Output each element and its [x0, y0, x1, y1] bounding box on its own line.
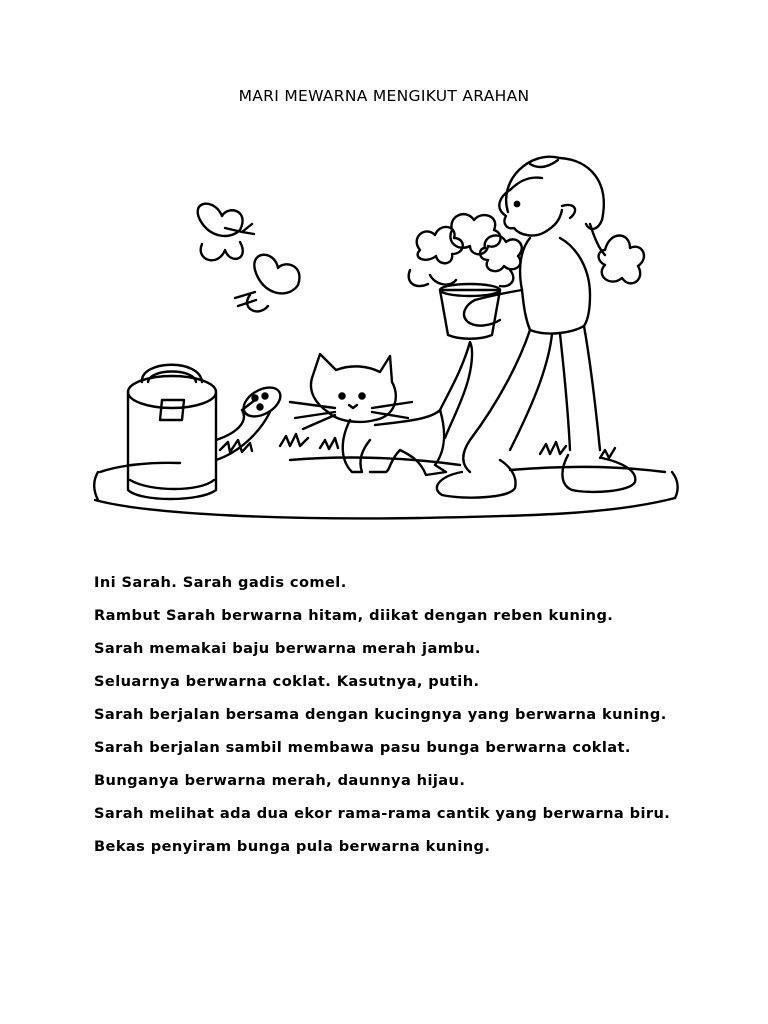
worksheet-title: MARI MEWARNA MENGIKUT ARAHAN	[238, 87, 530, 105]
butterfly-top	[198, 204, 254, 261]
butterfly-bottom	[235, 255, 299, 312]
instruction-line: Rambut Sarah berwarna hitam, diikat dengan reben kuning.	[94, 607, 614, 624]
instruction-text	[94, 572, 694, 869]
instruction-line: Sarah melihat ada dua ekor rama-rama cantik yang berwarna biru.	[94, 805, 671, 822]
watering-can	[128, 365, 285, 499]
cat	[290, 342, 472, 475]
instruction-line: Bekas penyiram bunga pula berwarna kuning.	[94, 838, 491, 855]
instruction-line: Bunganya berwarna merah, daunnya hijau.	[94, 772, 466, 789]
instruction-line: Ini Sarah. Sarah gadis comel.	[94, 574, 347, 591]
instruction-line: Sarah berjalan sambil membawa pasu bunga berwarna coklat.	[94, 739, 631, 756]
grass-ground	[94, 434, 677, 518]
instruction-line: Sarah berjalan bersama dengan kucingnya yang berwarna kuning.	[94, 706, 667, 723]
coloring-illustration	[90, 120, 680, 540]
instruction-line: Seluarnya berwarna coklat. Kasutnya, putih.	[94, 673, 480, 690]
instruction-line: Sarah memakai baju berwarna merah jambu.	[94, 640, 481, 657]
